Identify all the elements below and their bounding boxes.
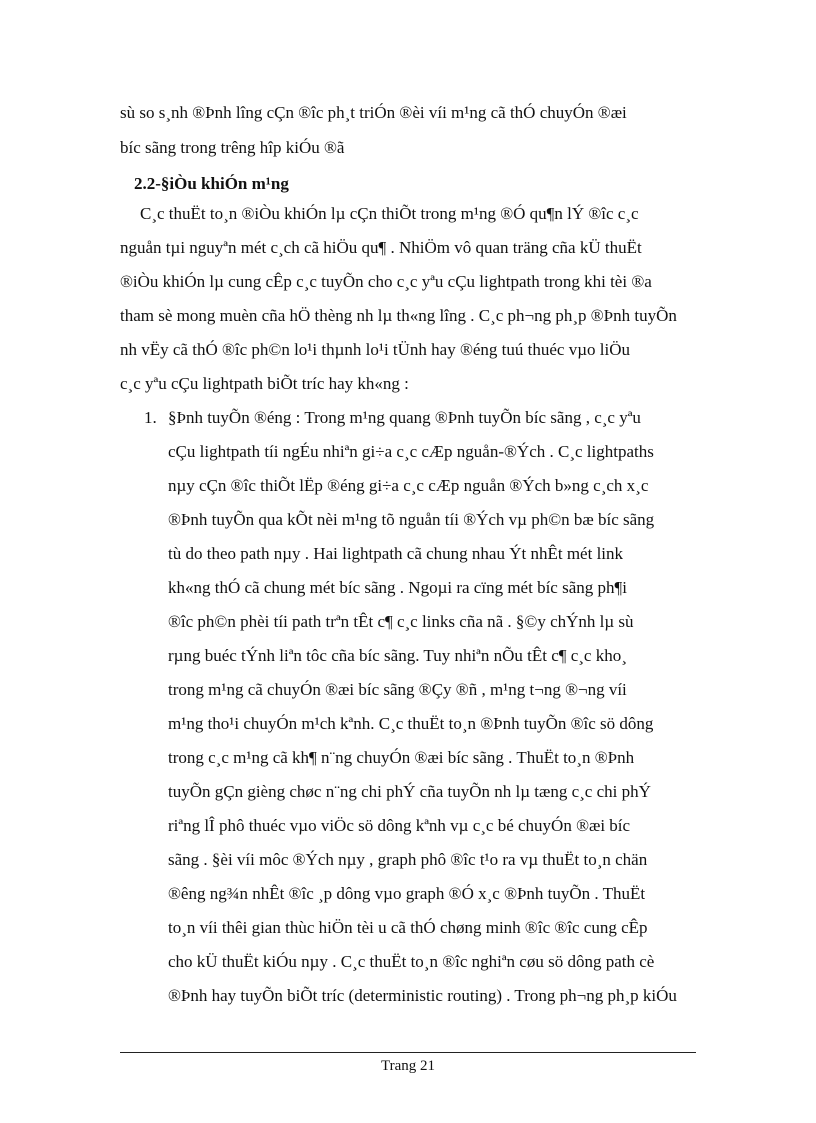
section-heading: 2.2-§iÒu khiÓn m¹ng [134,174,289,193]
list-item-line: trong c¸c m¹ng cã kh¶ n¨ng chuyÓn ®æi bíc sãng . ThuËt to¸n ®Þnh [168,748,635,767]
list-item-line: cÇu lightpath tíi ngÉu nhiªn gi÷a c¸c cÆp nguån-®Ých . C¸c lightpaths [168,442,654,461]
list-item-line: ®Þnh hay tuyÕn biÕt tríc (deterministic routing) . Trong ph¬ng ph¸p kiÓu [168,986,677,1005]
paragraph-line: nh vËy cã thÓ ®îc ph©n lo¹i thµnh lo¹i tÜnh hay ®éng tuú thuéc vµo liÖu [120,340,630,359]
list-item-line: to¸n víi thêi gian thùc hiÖn tèi u cã thÓ chøng minh ®îc ®îc cung cÊp [168,918,648,937]
list-item-number: 1. [144,408,157,427]
footer-divider [120,1052,696,1053]
page-number: Trang 21 [380,1058,436,1074]
paragraph-line: ®iÒu khiÓn lµ cung cÊp c¸c tuyÕn cho c¸c yªu cÇu lightpath trong khi tèi ®a [120,272,652,291]
list-item-line: cho kÜ thuËt kiÓu nµy . C¸c thuËt to¸n ®îc nghiªn cøu sö dông path cè [168,952,655,971]
list-item-line: ®êng ng¾n nhÊt ®îc ¸p dông vµo graph ®Ó x¸c ®Þnh tuyÕn . ThuËt [168,884,646,903]
list-item-line: riªng lÎ phô thuéc vµo viÖc sö dông kªnh vµ c¸c bé chuyÓn ®æi bíc [168,816,631,835]
list-item-line: ®Þnh tuyÕn qua kÕt nèi m¹ng tõ nguån tíi ®Ých vµ ph©n bæ bíc sãng [168,510,655,529]
intro-line: sù so s¸nh ®Þnh lîng cÇn ®îc ph¸t triÓn ®èi víi m¹ng cã thÓ chuyÓn ®æi [120,103,627,122]
paragraph-line: tham sè mong muèn cña hÖ thèng nh lµ th«ng lîng . C¸c ph¬ng ph¸p ®Þnh tuyÕn [120,306,677,325]
list-item-line: tuyÕn gÇn gièng chøc n¨ng chi phÝ cña tuyÕn nh lµ tæng c¸c chi phÝ [168,782,651,801]
list-item-line: rµng buéc tÝnh liªn tôc cña bíc sãng. Tuy nhiªn nÕu tÊt c¶ c¸c kho¸ [168,646,627,665]
list-item-line: ®îc ph©n phèi tíi path trªn tÊt c¶ c¸c links cña nã . §©y chÝnh lµ sù [168,612,634,631]
paragraph-line: C¸c thuËt to¸n ®iÒu khiÓn lµ cÇn thiÕt trong m¹ng ®Ó qu¶n lÝ ®îc c¸c [140,204,639,223]
list-item-line: trong m¹ng cã chuyÓn ®æi bíc sãng ®Çy ®ñ , m¹ng t¬ng ®¬ng víi [168,680,627,699]
list-item-line: kh«ng thÓ cã chung mét bíc sãng . Ngoµi ra cïng mét bíc sãng ph¶i [168,578,627,597]
list-item-line: m¹ng tho¹i chuyÓn m¹ch kªnh. C¸c thuËt to¸n ®Þnh tuyÕn ®îc sö dông [168,714,654,733]
list-item-line: §Þnh tuyÕn ®éng : Trong m¹ng quang ®Þnh tuyÕn bíc sãng , c¸c yªu [168,408,641,427]
intro-line: bíc sãng trong trêng hîp kiÓu ®ã [120,138,345,157]
list-item-line: tù do theo path nµy . Hai lightpath cã chung nhau Ýt nhÊt mét link [168,544,624,563]
list-item-line: nµy cÇn ®îc thiÕt lËp ®éng gi÷a c¸c cÆp nguån ®Ých b»ng c¸ch x¸c [168,476,649,495]
paragraph-line: nguån tµi nguyªn mét c¸ch cã hiÖu qu¶ . NhiÖm vô quan träng cña kÜ thuËt [120,238,642,257]
paragraph-line: c¸c yªu cÇu lightpath biÕt tríc hay kh«ng : [120,374,409,393]
list-item-line: sãng . §èi víi môc ®Ých nµy , graph phô ®îc t¹o ra vµ thuËt to¸n chän [168,850,648,869]
